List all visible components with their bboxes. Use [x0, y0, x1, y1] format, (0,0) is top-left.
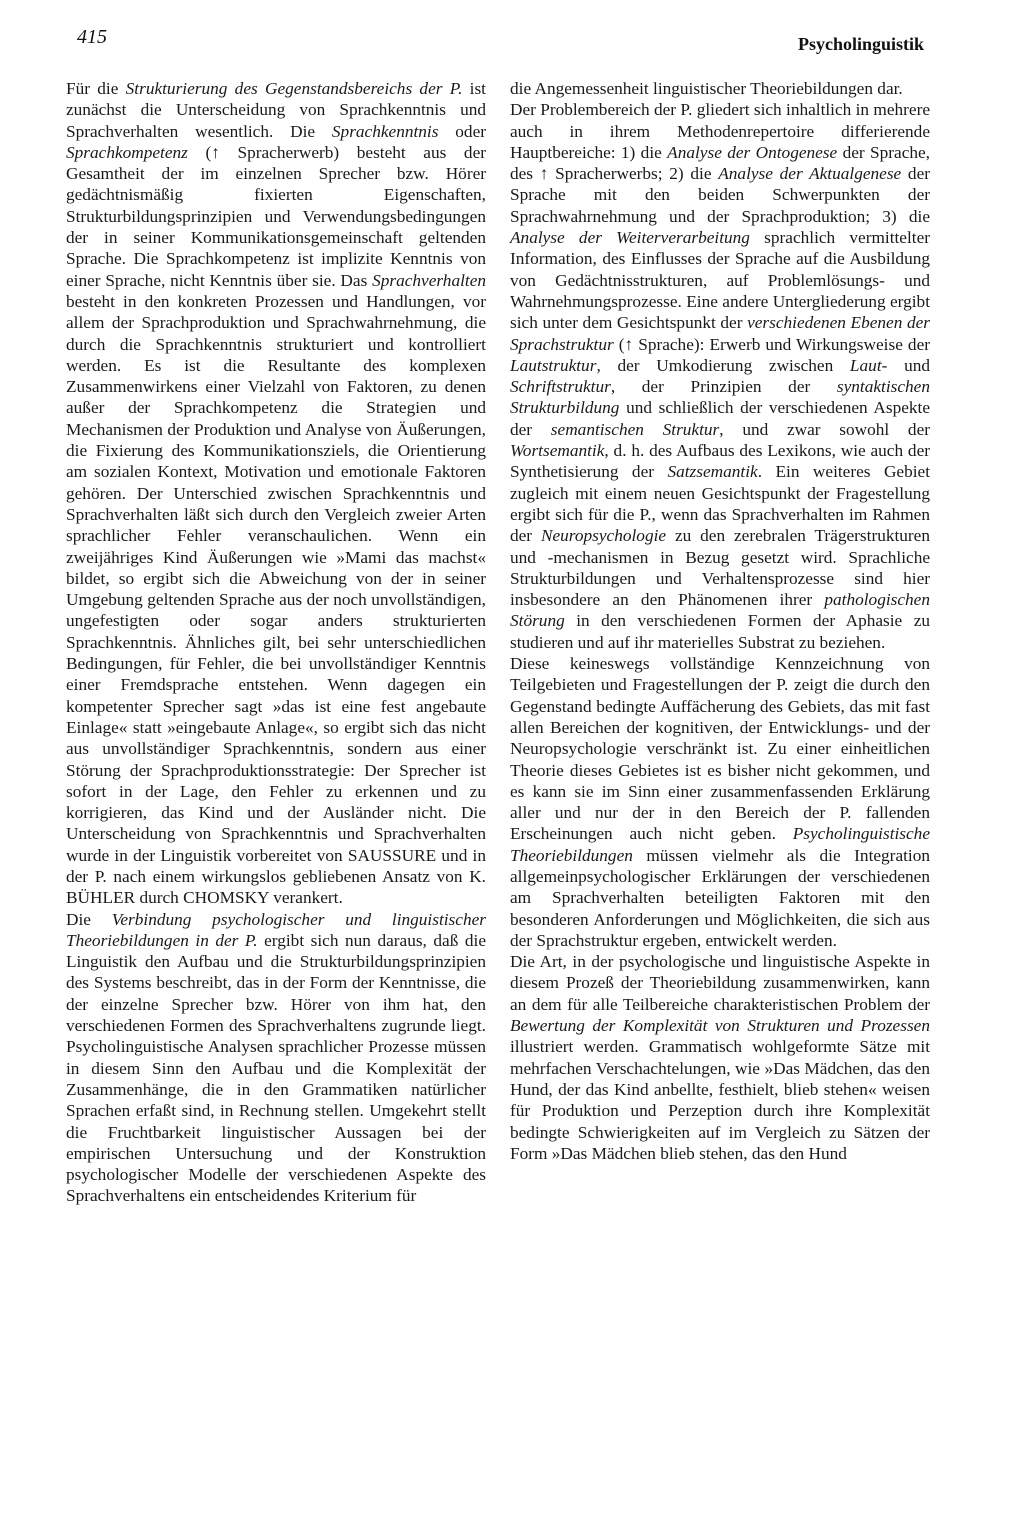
text-run: Diese keineswegs vollständige Kennzeichnung von Teilgebieten und Fragestellungen der P. zeigt die durch den Gegenstand bedingte Auffächerung des Gebiets, das mit fast allen Bereichen der kognitiven, der Entwicklungs- und der Neuropsychologie verschränkt ist. Zu einer einheitlichen Theorie dieses Gebietes ist es bisher nicht gekommen, und es kann sie im Sinn einer zusammenfassenden Erklärung aller und nur der in den Bereich der P. fallenden Erscheinungen auch nicht geben.	[510, 654, 930, 844]
text-column-left	[66, 78, 486, 1207]
text-column-right	[510, 78, 930, 1164]
text-run: (↑ Sprache): Erwerb und Wirkungsweise der	[613, 334, 930, 354]
text-run: sprachlich vermittelter Information, des Einflusses der Sprache auf die Ausbildung von Gedächtnisstrukturen, auf Problemlösungs- und Wahrnehmungsprozesse. Eine andere Untergliederung ergibt sich unter dem Gesichtspunkt der	[510, 228, 931, 333]
paragraph	[510, 653, 930, 951]
text-run: , d. h. des Aufbaus des Lexikons, wie auch der Synthetisierung der	[510, 441, 930, 482]
emphasized-term: Analyse der Ontogenese	[667, 142, 838, 162]
text-run: oder	[438, 121, 486, 141]
emphasized-term: Neuropsychologie	[540, 526, 667, 546]
emphasized-term: Sprachkompetenz	[66, 142, 188, 162]
text-run: und schließlich der verschiedenen Aspekte der	[510, 398, 930, 439]
page-number: 415	[77, 26, 107, 48]
emphasized-term: syntaktischen Strukturbildung	[510, 377, 930, 418]
paragraph	[510, 99, 930, 653]
emphasized-term: Bewertung der Komplexität von Strukturen und Prozessen	[510, 1016, 930, 1036]
text-run: müssen vielmehr als die Integration allgemeinpsychologischer Erklärungen der verschiedenen am Sprachverhalten beteiligten Faktoren mit den besonderen Anforderungen und Möglichkeiten, die sich aus der Sprachstruktur ergeben, entwickelt werden.	[510, 845, 930, 950]
emphasized-term: Lautstruktur	[510, 355, 597, 375]
text-run: , der Prinzipien der	[610, 377, 837, 397]
emphasized-term: Laut-	[849, 355, 888, 375]
text-run: Die Art, in der psychologische und linguistische Aspekte in diesem Prozeß der Theoriebildung zusammenwirken, kann an dem für alle Teilbereiche charakteristischen Problem der	[510, 952, 930, 1014]
text-run: der Sprache, des ↑ Spracherwerbs; 2) die	[510, 142, 930, 184]
text-run: , der Umkodierung zwischen	[596, 355, 850, 375]
text-run: Der Problembereich der P. gliedert sich inhaltlich in mehrere auch in ihrem Methodenrepertoire differierende Hauptbereiche: 1) die	[510, 100, 930, 162]
text-run: zu den zerebralen Trägerstrukturen und -mechanismen in Bezug gesetzt wird. Sprachliche Strukturbildungen und Verhaltensprozesse sind hier insbesondere an den Phänomenen ihrer	[510, 526, 930, 610]
text-run: der Sprache mit den beiden Schwerpunkten der Sprachwahrnehmung und der Sprachproduktion; 3) die	[510, 164, 930, 226]
emphasized-term: verschiedenen Ebenen der Sprachstruktur	[510, 313, 930, 354]
paragraph	[66, 78, 486, 909]
text-run: Die	[66, 909, 112, 929]
emphasized-term: Verbindung psychologischer und linguistischer Theoriebildungen in der P.	[66, 909, 486, 950]
emphasized-term: semantischen Struktur	[550, 419, 720, 439]
emphasized-term: Strukturierung des Gegenstandsbereichs der P.	[125, 79, 463, 98]
text-run: , und zwar sowohl der	[719, 419, 930, 439]
paragraph	[510, 951, 930, 1164]
emphasized-term: Sprachverhalten	[372, 270, 486, 290]
paragraph	[510, 78, 930, 99]
text-run: . Ein weiteres Gebiet zugleich mit einem neuen Gesichtspunkt der Fragestellung ergibt sich für die P., wenn das Sprachverhalten im Rahmen der	[510, 462, 931, 546]
text-run: die Angemessenheit linguistischer Theoriebildungen dar.	[510, 79, 903, 98]
text-run: ergibt sich nun daraus, daß die Linguistik den Aufbau und die Strukturbildungsprinzipien des Systems beschreibt, das in der Form der Kenntnisse, die der einzelne Sprecher bzw. Hörer von ihm hat, den verschiedenen Formen des Sprachverhaltens zugrunde liegt. Psycholinguistische Analysen sprachlicher Prozesse müssen in diesem Sinn den Aufbau und die Komplexität der Zusammenhänge, die in den Grammatiken natürlicher Sprachen erfaßt sind, in Rechnung stellen. Umgekehrt stellt die Fruchtbarkeit linguistischer Aussagen bei der empirischen Untersuchung und der Konstruktion psychologischer Modelle der verschiedenen Aspekte des Sprachverhaltens ein entscheidendes Kriterium für	[66, 930, 486, 1206]
emphasized-term: Psycholinguistische Theoriebildungen	[510, 824, 930, 865]
text-run: und	[887, 355, 930, 375]
paragraph	[66, 909, 486, 1207]
emphasized-term: Sprachkenntnis	[331, 121, 439, 141]
text-run: illustriert werden. Grammatisch wohlgeformte Sätze mit mehrfachen Verschachtelungen, wie »Das Mädchen, das den Hund, der das Kind anbellte, festhielt, blieb stehen« weisen für Produktion und Perzeption durch ihre Komplexität bedingte Schwierigkeiten auf im Vergleich zu Sätzen der Form »Das Mädchen blieb stehen, das den Hund	[510, 1037, 930, 1163]
text-run: ist zunächst die Unterscheidung von Sprachkenntnis und Sprachverhalten wesentlich. Die	[66, 79, 486, 141]
emphasized-term: Schriftstruktur	[510, 377, 611, 397]
emphasized-term: Analyse der Weiterverarbeitung	[510, 228, 750, 248]
text-run: Für die	[66, 79, 126, 98]
emphasized-term: Satzsemantik	[667, 462, 758, 482]
emphasized-term: pathologischen Störung	[510, 590, 930, 631]
emphasized-term: Analyse der Aktualgenese	[718, 164, 902, 184]
text-run: (↑ Spracherwerb) besteht aus der Gesamtheit der im einzelnen Sprecher bzw. Hörer gedächtnismäßig fixierten Eigenschaften, Strukturbildungsprinzipien und Verwendungsbedingungen der in seiner Kommunikationsgemeinschaft geltenden Sprache. Die Sprachkompetenz ist implizite Kenntnis von einer Sprache, nicht Kenntnis über sie. Das	[66, 142, 486, 290]
emphasized-term: Wortsemantik	[510, 441, 605, 461]
text-run: in den verschiedenen Formen der Aphasie zu studieren und auf ihr materielles Substrat zu beziehen.	[510, 611, 930, 652]
text-run: besteht in den konkreten Prozessen und Handlungen, vor allem der Sprachproduktion und Sprachwahrnehmung, die durch die Sprachkenntnis strukturiert und kontrolliert werden. Es ist die Resultante des komplexen Zusammenwirkens einer Vielzahl von Faktoren, zu denen außer der Sprachkompetenz die Strategien und Mechanismen der Produktion und Analyse von Äußerungen, die Fixierung des Kommunikationsziels, die Orientierung am sozialen Kontext, Motivation und emotionale Faktoren gehören. Der Unterschied zwischen Sprachkenntnis und Sprachverhalten läßt sich durch den Vergleich zweier Arten sprachlicher Fehler veranschaulichen. Wenn ein zweijähriges Kind Äußerungen wie »Mami das machst« bildet, so ergibt sich die Abweichung von der in seiner Umgebung geltenden Sprache aus der noch unvollständigen, ungefestigten oder sogar anders strukturierten Sprachkenntnis. Ähnliches gilt, bei sehr unterschiedlichen Bedingungen, für Fehler, die bei unvollständiger Kenntnis einer Fremdsprache entstehen. Wenn dagegen ein kompetenter Sprecher sagt »das ist eine fest angebaute Einlage« statt »eingebaute Anlage«, so ergibt sich das nicht aus unvollständiger Sprachkenntnis, sondern aus einer Störung der Sprachproduktionsstrategie: Der Sprecher ist sofort in der Lage, den Fehler zu erkennen und zu korrigieren, das Kind und der Ausländer nicht. Die Unterscheidung von Sprachkenntnis und Sprachverhalten wurde in der Linguistik vorbereitet von SAUSSURE und in der P. nach einem wirkungslos gebliebenen Ansatz von K. BÜHLER durch CHOMSKY verankert.	[66, 291, 486, 908]
running-header-title: Psycholinguistik	[797, 34, 924, 54]
